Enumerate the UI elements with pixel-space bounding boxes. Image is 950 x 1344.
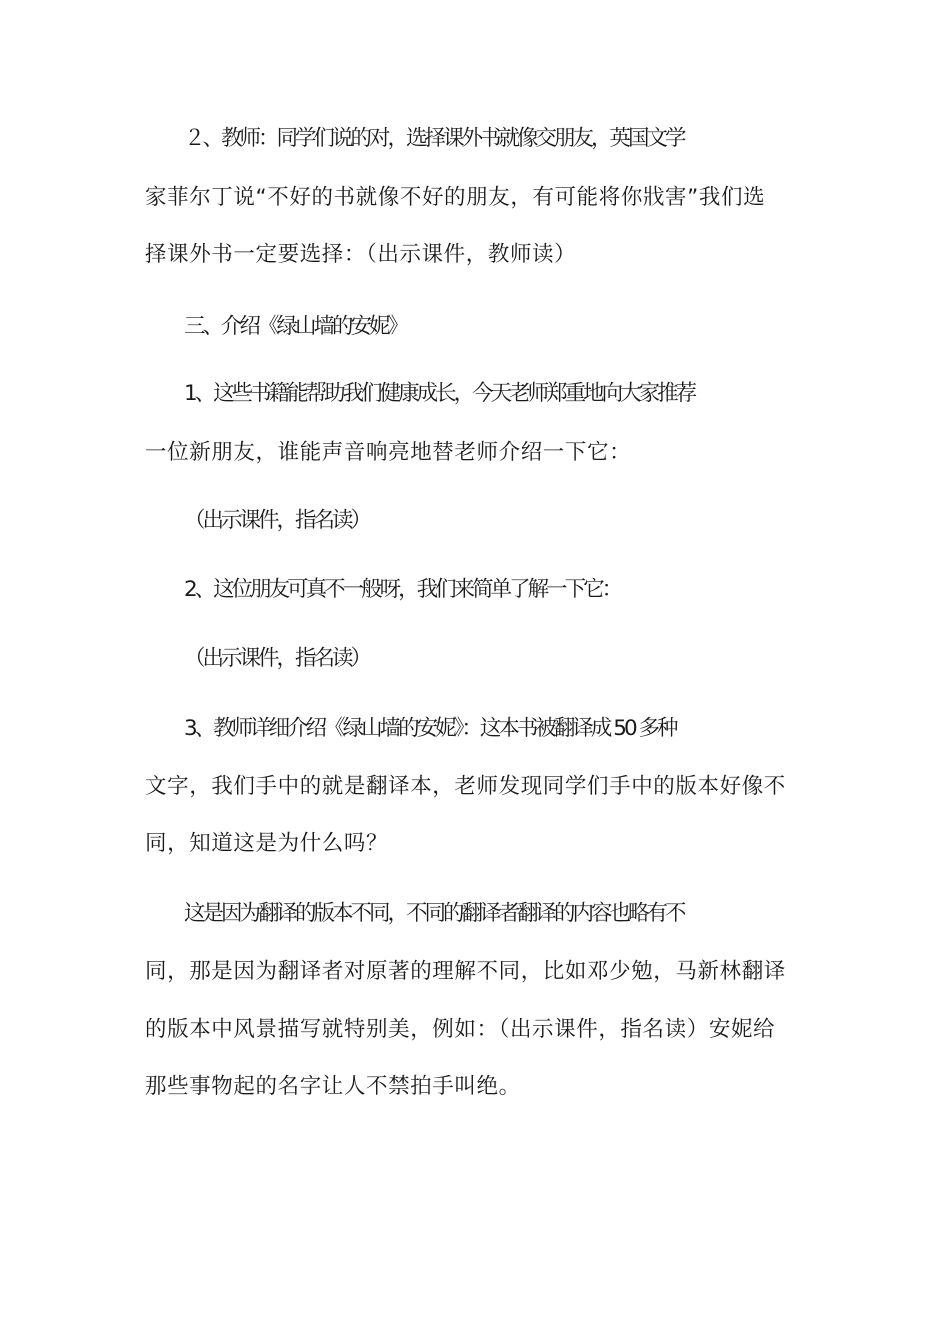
paragraph-8-line-3: 的版本中风景描写就特别美，例如：（出示课件，指名读）安妮给 <box>145 1017 776 1042</box>
paragraph-5-line-1: 2、这位朋友可真不一般呀，我们来简单了解一下它： <box>184 577 621 602</box>
paragraph-6-line-1: （出示课件，指名读） <box>184 646 370 671</box>
paragraph-7-line-2: 文字，我们手中的就是翻译本，老师发现同学们手中的版本好像不 <box>145 774 786 799</box>
section-heading: 三、介绍《绿山墙的安妮》 <box>184 314 407 339</box>
paragraph-1-line-2: 家菲尔丁说“不好的书就像不好的朋友，有可能将你戕害”我们选 <box>145 185 766 210</box>
paragraph-8-line-2: 同，那是因为翻译者对原著的理解不同，比如邓少勉，马新林翻译 <box>145 959 786 984</box>
paragraph-3-line-1: 1、这些书籍能帮助我们健康成长，今天老师郑重地向大家推荐 <box>184 381 695 406</box>
paragraph-4-line-1: （出示课件，指名读） <box>184 508 370 533</box>
paragraph-7-line-1: 3、教师详细介绍《绿山墙的安妮》：这本书被翻译成 50 多种 <box>184 716 676 741</box>
paragraph-3-line-2: 一位新朋友，谁能声音响亮地替老师介绍一下它： <box>145 440 632 465</box>
paragraph-8-line-1: 这是因为翻译的版本不同，不同的翻译者翻译的内容也略有不 <box>184 901 684 926</box>
paragraph-7-line-3: 同，知道这是为什么吗？ <box>145 831 389 856</box>
paragraph-8-line-4: 那些事物起的名字让人不禁拍手叫绝。 <box>145 1074 521 1099</box>
paragraph-1-line-1: ２、教师：同学们说的对，选择课外书就像交朋友，英国文学 <box>184 126 684 151</box>
paragraph-1-line-3: 择课外书一定要选择：（出示课件，教师读） <box>145 242 577 267</box>
